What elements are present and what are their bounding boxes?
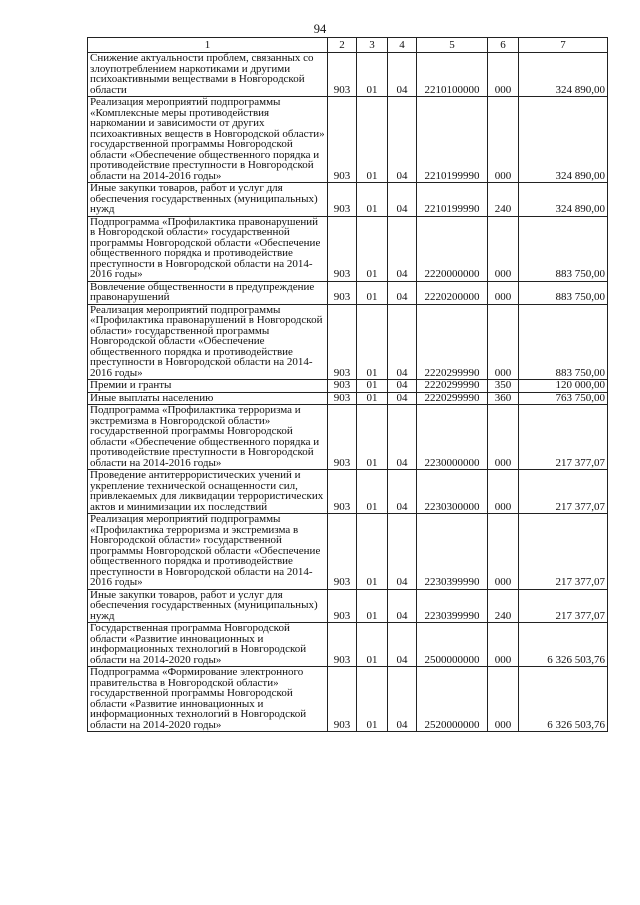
table-row	[88, 623, 608, 667]
row-section-cell: 01	[357, 304, 388, 380]
row-type-cell: 000	[488, 53, 519, 97]
row-target-cell: 2220200000	[417, 281, 488, 304]
table-row	[88, 216, 608, 281]
row-type-cell: 350	[488, 380, 519, 393]
table-row	[88, 183, 608, 217]
row-code-cell: 903	[328, 53, 357, 97]
row-target-cell: 2230399990	[417, 589, 488, 623]
table-row	[88, 97, 608, 183]
row-section-cell: 01	[357, 281, 388, 304]
row-name-cell: Иные закупки товаров, работ и услуг для обеспечения государственных (муниципальных) нужд	[88, 183, 328, 217]
row-section-cell: 01	[357, 392, 388, 405]
row-code-cell: 903	[328, 405, 357, 470]
row-code-cell: 903	[328, 304, 357, 380]
column-header: 4	[388, 38, 417, 53]
row-code-cell: 903	[328, 281, 357, 304]
row-amount-cell: 217 377,07	[519, 514, 608, 590]
row-subsection-cell: 04	[388, 589, 417, 623]
row-amount-cell: 324 890,00	[519, 97, 608, 183]
row-section-cell: 01	[357, 470, 388, 514]
row-amount-cell: 120 000,00	[519, 380, 608, 393]
table-row	[88, 304, 608, 380]
row-type-cell: 000	[488, 304, 519, 380]
row-name-cell: Проведение антитеррористических учений и укрепление технической оснащенности сил, привлекаемых для ликвидации террористических актов и минимизации их последствий	[88, 470, 328, 514]
row-type-cell: 240	[488, 183, 519, 217]
row-code-cell: 903	[328, 183, 357, 217]
row-subsection-cell: 04	[388, 281, 417, 304]
row-name-cell: Иные закупки товаров, работ и услуг для обеспечения государственных (муниципальных) нужд	[88, 589, 328, 623]
row-type-cell: 000	[488, 405, 519, 470]
column-header: 3	[357, 38, 388, 53]
row-code-cell: 903	[328, 623, 357, 667]
table-header-row	[88, 38, 608, 53]
row-subsection-cell: 04	[388, 183, 417, 217]
row-subsection-cell: 04	[388, 392, 417, 405]
table-row	[88, 470, 608, 514]
row-section-cell: 01	[357, 380, 388, 393]
row-type-cell: 000	[488, 97, 519, 183]
row-code-cell: 903	[328, 470, 357, 514]
row-amount-cell: 763 750,00	[519, 392, 608, 405]
row-code-cell: 903	[328, 667, 357, 732]
row-code-cell: 903	[328, 589, 357, 623]
column-header: 2	[328, 38, 357, 53]
row-type-cell: 000	[488, 470, 519, 514]
row-section-cell: 01	[357, 623, 388, 667]
row-subsection-cell: 04	[388, 97, 417, 183]
row-amount-cell: 324 890,00	[519, 53, 608, 97]
row-subsection-cell: 04	[388, 514, 417, 590]
row-target-cell: 2210199990	[417, 183, 488, 217]
row-code-cell: 903	[328, 392, 357, 405]
row-name-cell: Реализация мероприятий подпрограммы «Профилактика терроризма и экстремизма в Новгородской области» государственной программы Новгородской области «Обеспечение общественного порядка и противодействие преступности в Новгородской области на 2014-2016 годы»	[88, 514, 328, 590]
row-amount-cell: 217 377,07	[519, 405, 608, 470]
row-target-cell: 2220299990	[417, 304, 488, 380]
row-subsection-cell: 04	[388, 667, 417, 732]
row-target-cell: 2220000000	[417, 216, 488, 281]
table-row	[88, 514, 608, 590]
table-row	[88, 53, 608, 97]
row-section-cell: 01	[357, 53, 388, 97]
row-code-cell: 903	[328, 97, 357, 183]
row-section-cell: 01	[357, 589, 388, 623]
row-amount-cell: 324 890,00	[519, 183, 608, 217]
table-row	[88, 405, 608, 470]
row-type-cell: 000	[488, 514, 519, 590]
page-number: 94	[313, 22, 327, 36]
row-name-cell: Иные выплаты населению	[88, 392, 328, 405]
column-header: 7	[519, 38, 608, 53]
row-section-cell: 01	[357, 405, 388, 470]
row-target-cell: 2230300000	[417, 470, 488, 514]
row-type-cell: 360	[488, 392, 519, 405]
row-amount-cell: 6 326 503,76	[519, 623, 608, 667]
table-row	[88, 392, 608, 405]
row-amount-cell: 883 750,00	[519, 216, 608, 281]
row-type-cell: 000	[488, 623, 519, 667]
row-amount-cell: 883 750,00	[519, 281, 608, 304]
row-target-cell: 2230399990	[417, 514, 488, 590]
row-target-cell: 2210100000	[417, 53, 488, 97]
row-section-cell: 01	[357, 183, 388, 217]
row-type-cell: 000	[488, 216, 519, 281]
row-name-cell: Премии и гранты	[88, 380, 328, 393]
table-row	[88, 281, 608, 304]
row-name-cell: Подпрограмма «Профилактика правонарушений в Новгородской области» государственной программы Новгородской области «Обеспечение общественного порядка и противодействие преступности в Новгородской области на 2014-2016 годы»	[88, 216, 328, 281]
row-name-cell: Снижение актуальности проблем, связанных со злоупотреблением наркотиками и другими психоактивными веществами в Новгородской области	[88, 53, 328, 97]
row-code-cell: 903	[328, 216, 357, 281]
column-header: 6	[488, 38, 519, 53]
row-subsection-cell: 04	[388, 304, 417, 380]
row-subsection-cell: 04	[388, 53, 417, 97]
row-name-cell: Реализация мероприятий подпрограммы «Профилактика правонарушений в Новгородской области» государственной программы Новгородской области «Обеспечение общественного порядка и противодействие преступности в Новгородской области на 2014-2016 годы»	[88, 304, 328, 380]
row-section-cell: 01	[357, 667, 388, 732]
budget-table	[87, 37, 608, 732]
row-target-cell: 2210199990	[417, 97, 488, 183]
row-target-cell: 2220299990	[417, 392, 488, 405]
row-name-cell: Реализация мероприятий подпрограммы «Комплексные меры противодействия наркомании и зависимости от других психоактивных веществ в Новгородской области» государственной программы Новгородской области «Обеспечение общественного порядка и противодействие преступности в Новгородской области на 2014-2016 годы»	[88, 97, 328, 183]
row-name-cell: Вовлечение общественности в предупреждение правонарушений	[88, 281, 328, 304]
row-section-cell: 01	[357, 97, 388, 183]
row-target-cell: 2220299990	[417, 380, 488, 393]
table-row	[88, 667, 608, 732]
row-subsection-cell: 04	[388, 470, 417, 514]
table-row	[88, 380, 608, 393]
row-section-cell: 01	[357, 216, 388, 281]
column-header: 1	[88, 38, 328, 53]
row-type-cell: 240	[488, 589, 519, 623]
row-type-cell: 000	[488, 667, 519, 732]
row-target-cell: 2500000000	[417, 623, 488, 667]
row-subsection-cell: 04	[388, 405, 417, 470]
row-amount-cell: 883 750,00	[519, 304, 608, 380]
row-amount-cell: 6 326 503,76	[519, 667, 608, 732]
row-amount-cell: 217 377,07	[519, 470, 608, 514]
row-subsection-cell: 04	[388, 216, 417, 281]
row-amount-cell: 217 377,07	[519, 589, 608, 623]
row-code-cell: 903	[328, 514, 357, 590]
row-subsection-cell: 04	[388, 623, 417, 667]
row-section-cell: 01	[357, 514, 388, 590]
row-target-cell: 2520000000	[417, 667, 488, 732]
row-name-cell: Государственная программа Новгородской области «Развитие инновационных и информационных технологий в Новгородской области на 2014-2020 годы»	[88, 623, 328, 667]
row-name-cell: Подпрограмма «Формирование электронного правительства в Новгородской области» государственной программы Новгородской области «Развитие инновационных и информационных технологий в Новгородской области на 2014-2020 годы»	[88, 667, 328, 732]
row-target-cell: 2230000000	[417, 405, 488, 470]
row-code-cell: 903	[328, 380, 357, 393]
row-type-cell: 000	[488, 281, 519, 304]
table-row	[88, 589, 608, 623]
row-subsection-cell: 04	[388, 380, 417, 393]
row-name-cell: Подпрограмма «Профилактика терроризма и экстремизма в Новгородской области» государственной программы Новгородской области «Обеспечение общественного порядка и противодействие преступности в Новгородской области на 2014-2016 годы»	[88, 405, 328, 470]
column-header: 5	[417, 38, 488, 53]
